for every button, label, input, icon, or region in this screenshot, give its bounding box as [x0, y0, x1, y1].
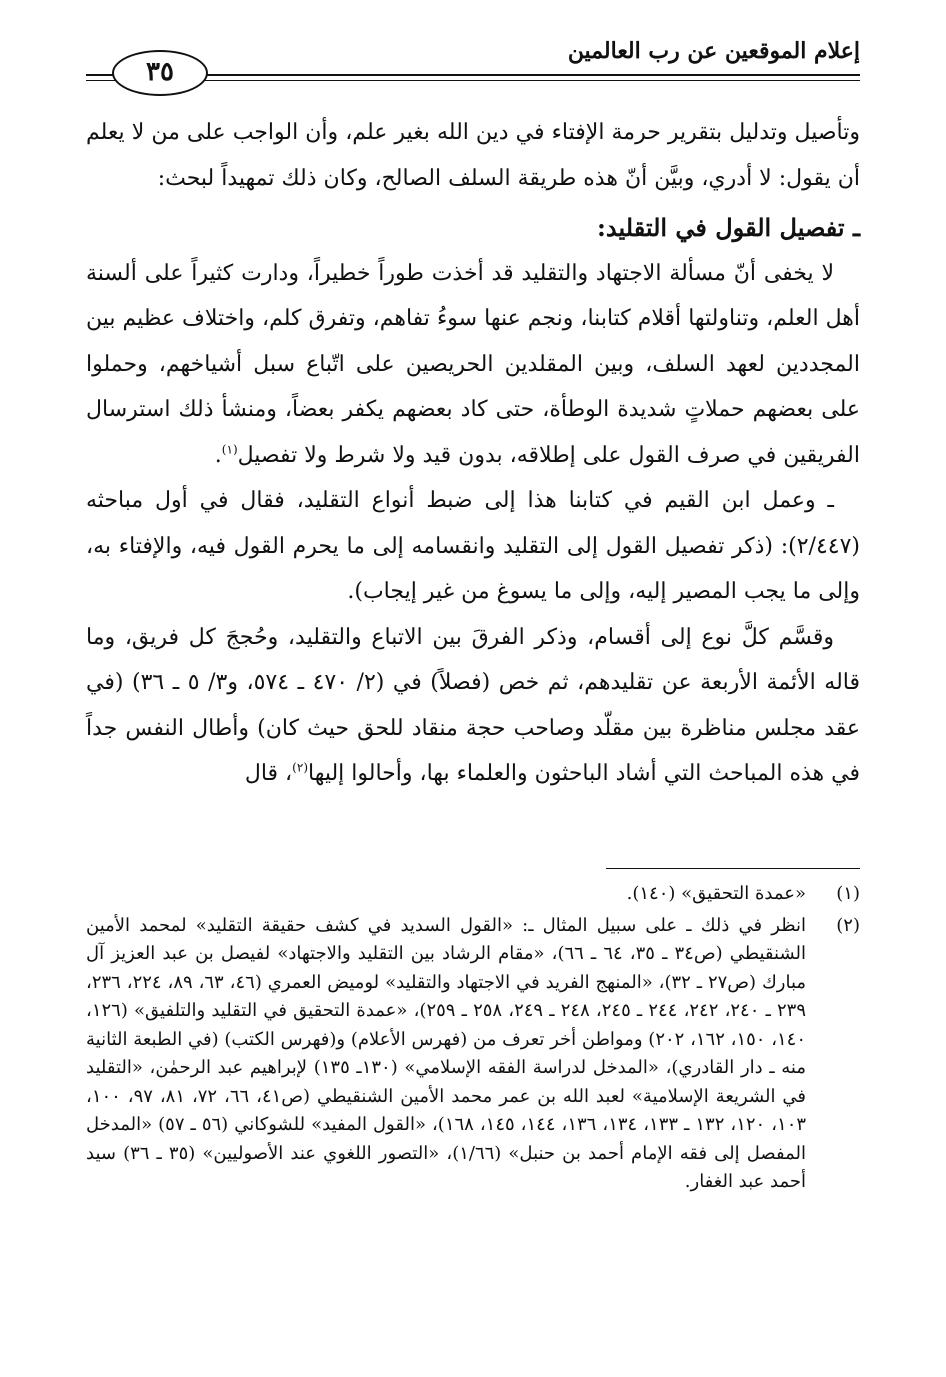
footnote-1 [86, 880, 860, 909]
section-heading: ـ تفصيل القول في التقليد: [597, 213, 860, 242]
paragraph-intro: وتأصيل وتدليل بتقرير حرمة الإفتاء في دين الله بغير علم، وأن الواجب على من لا يعلم أن يقول: لا أدري، وبيَّن أنّ هذه طريقة السلف الصالح، وكان ذلك تمهيداً لبحث: [86, 120, 860, 191]
footnote-ref-1: (١) [221, 442, 238, 457]
paragraph-ijtihad-end: . [214, 442, 222, 468]
body-text [86, 110, 860, 797]
footnote-ref-2: (٢) [292, 760, 308, 775]
footnotes [86, 880, 860, 1200]
running-title: إعلام الموقعين عن رب العالمين [567, 38, 860, 64]
paragraph-divisions-end: ، قال [244, 761, 293, 786]
paragraph-divisions-text: وقسَّم كلَّ نوع إلى أقسام، وذكر الفرقَ بين الاتباع والتقليد، وحُججَ كل فريق، وما قاله الأئمة الأربعة عن تقليدهم، ثم خص (فصلاً) في (٢/ ٤٧٠ ـ ٥٧٤، و٣/ ٥ ـ ٣٦) (في عقد مجلس مناظرة بين مقلّد وصاحب حجة منقاد للحق حيث كان) وأطال النفس جداً في هذه المباحث التي أشاد الباحثون والعلماء بها، وأحالوا إليها [86, 624, 861, 786]
footnote-rule [606, 868, 860, 869]
footnote-2 [86, 912, 860, 1197]
paragraph-ijtihad [86, 251, 860, 479]
footnote-number: (١) [836, 883, 860, 904]
footnote-number: (٢) [836, 914, 860, 936]
footnote-text: «عمدة التحقيق» (١٤٠). [626, 883, 806, 904]
footnote-text: انظر في ذلك ـ على سبيل المثال ـ: «القول السديد في كشف حقيقة التقليد» لمحمد الأمين الشنقيطي (ص٣٤ ـ ٣٥، ٦٤ ـ ٦٦)، «مقام الرشاد بين التقليد والاجتهاد» لفيصل بن عبد العزيز آل مبارك (ص٢٧ ـ ٣٢)، «المنهج الفريد في الاجتهاد والتقليد» لوميض العمري (٤٦، ٦٣، ٨٩، ٢٢٤، ٢٣٦، ٢٣٩ ـ ٢٤٠، ٢٤٢، ٢٤٤ ـ ٢٤٥، ٢٤٨ ـ ٢٤٩، ٢٥٨ ـ ٢٥٩)، «عمدة التحقيق في التقليد والتلفيق» (١٢٦، ١٤٠، ١٥٠، ١٦٢، ٢٠٢) ومواطن أخر تعرف من (فهرس الأعلام) و(فهرس الكتب) (في الطبعة الثانية منه ـ دار القادري)، «المدخل لدراسة الفقه الإسلامي» (١٣٠ـ ١٣٥) لإبراهيم عبد الرحمٰن، «التقليد في الشريعة الإسلامية» لعبد الله بن عمر محمد الأمين الشنقيطي (ص٤١، ٦٦، ٧٢، ٨١، ٩٧، ١٠٠، ١٠٣، ١٢٠، ١٣٢ ـ ١٣٣، ١٣٤، ١٣٦، ١٤٤، ١٤٥، ١٦٨)، «القول المفيد» للشوكاني (٥٦ ـ ٥٧) «المدخل المفصل إلى فقه الإمام أحمد بن حنبل» (١/٦٦)، «التصور اللغوي عند الأصوليين» (٣٥ ـ ٣٦) سيد أحمد عبد الغفار. [86, 914, 807, 1192]
paragraph-divisions [86, 615, 860, 797]
paragraph-ibn-qayyim: ـ وعمل ابن القيم في كتابنا هذا إلى ضبط أنواع التقليد، فقال في أول مباحثه (٢/٤٤٧): (ذكر تفصيل القول إلى التقليد وانقسامه إلى ما يحرم القول فيه، والإفتاء به، وإلى ما يجب المصير إليه، وإلى ما يسوغ من غير إيجاب). [86, 488, 860, 604]
paragraph-ijtihad-text: لا يخفى أنّ مسألة الاجتهاد والتقليد قد أخذت طوراً خطيراً، ودارت كثيراً على ألسنة أهل العلم، وتناولتها أقلام كتابنا، ونجم عنها سوءُ تفاهم، وتفرق كلم، واختلاف عظيم بين المجددين لعهد السلف، وبين المقلدين الحريصين على اتّباع سبل أشياخهم، وحملوا على بعضهم حملاتٍ شديدة الوطأة، حتى كاد بعضهم يكفر بعضاً، ومنشأ ذلك استرسال الفريقين في صرف القول على إطلاقه، بدون قيد ولا شرط ولا تفصيل [86, 260, 860, 468]
page-number: ٣٥ [112, 50, 208, 96]
